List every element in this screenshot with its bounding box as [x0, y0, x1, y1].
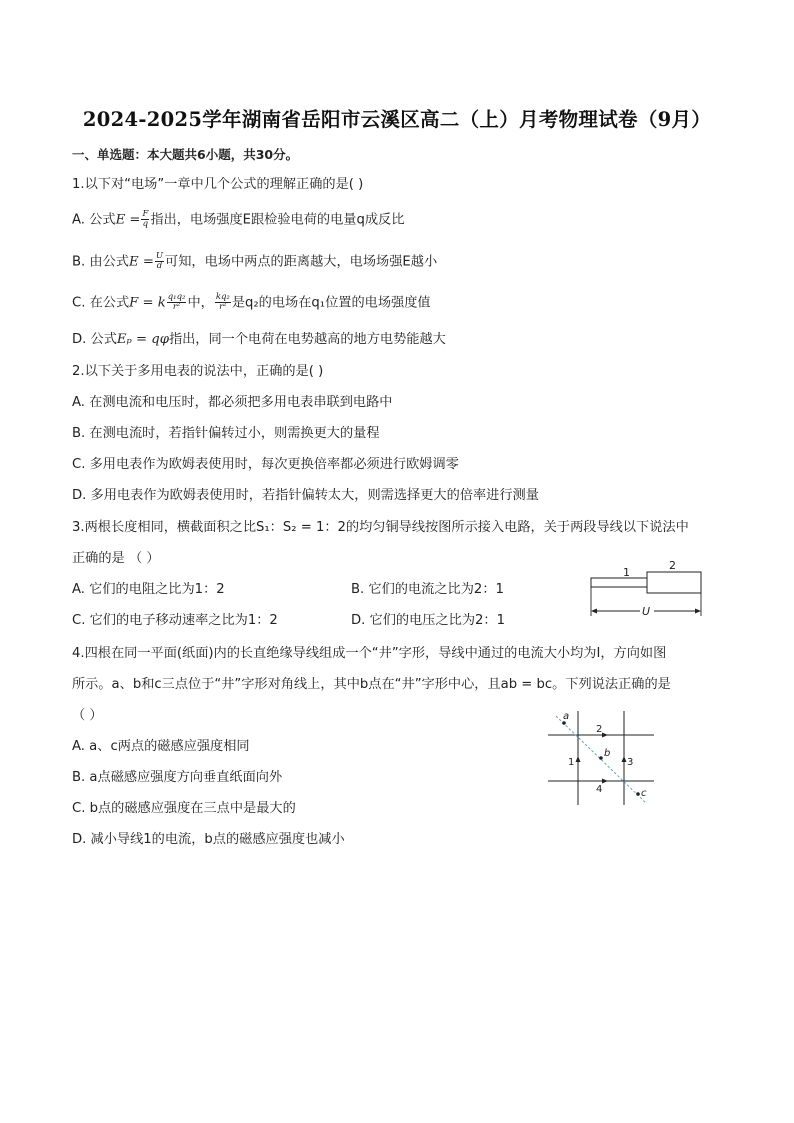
- fraction: $\frac{\text{kq₂}}{\text{r²}}$: [215, 292, 230, 312]
- conductor-1-label: 1: [623, 566, 630, 579]
- voltage-label: U: [642, 605, 651, 618]
- fraction: $\frac{F}{q}$: [142, 209, 149, 229]
- q2-option-c: C. 多用电表作为欧姆表使用时，每次更换倍率都必须进行欧姆调零: [72, 457, 459, 472]
- thin-conductor-1: [591, 578, 647, 587]
- q2-stem: 2.以下关于多用电表的说法中，正确的是( ): [72, 364, 324, 379]
- q3-stem-line-1: 3.两根长度相同，横截面积之比S₁：S₂ = 1：2的均匀铜导线按图所示接入电路，关于两段导线以下说法中: [72, 520, 689, 535]
- q1-option-c: C. 在公式F = k $\frac{\text{q₁q₂}}{\text{r²}}$ 中， $\frac{\text{kq₂}}{\text{r²}}$ 是q₂的电场在q₁位置的电场强度值: [72, 292, 431, 312]
- q4-option-d: D. 减小导线1的电流，b点的磁感应强度也减小: [72, 832, 345, 847]
- thick-conductor-2: [647, 572, 701, 593]
- q3-option-a: A. 它们的电阻之比为1：2: [72, 582, 225, 597]
- arrow-right: [695, 609, 701, 614]
- q2-option-a: A. 在测电流和电压时，都必须把多用电表串联到电路中: [72, 395, 393, 410]
- arrow-left: [591, 609, 597, 614]
- q4-wire-grid-figure: [546, 708, 661, 808]
- point-b: [599, 756, 603, 760]
- point-a-label: a: [563, 711, 570, 722]
- q4-option-b: B. a点磁感应强度方向垂直纸面向外: [72, 770, 283, 785]
- q3-option-d: D. 它们的电压之比为2：1: [351, 613, 506, 628]
- q4-option-a: A. a、c两点的磁感应强度相同: [72, 739, 250, 754]
- formula: F = k: [129, 295, 166, 311]
- q3-option-b: B. 它们的电流之比为2：1: [351, 582, 504, 597]
- q3-option-c: C. 它们的电子移动速率之比为1：2: [72, 613, 278, 628]
- arrow-wire-2: [602, 733, 608, 738]
- q1-option-a: A. 公式E = $\frac{F}{q}$ 指出，电场强度E跟检验电荷的电量q成反比: [72, 209, 405, 229]
- arrow-wire-1: [576, 756, 581, 762]
- point-c: [636, 792, 640, 796]
- q4-stem-line-2: 所示。a、b和c三点位于“井”字形对角线上，其中b点在“井”字形中心，且ab = bc。下列说法正确的是: [72, 677, 671, 692]
- formula: E =: [129, 254, 154, 270]
- section-heading: 一、单选题：本大题共6小题，共30分。: [72, 147, 299, 162]
- formula: Eₚ = qφ: [116, 332, 169, 347]
- q1-option-b: B. 由公式E = $\frac{U}{d}$ 可知，电场中两点的距离越大，电场场强E越小: [72, 251, 438, 271]
- q2-option-d: D. 多用电表作为欧姆表使用时，若指针偏转太大，则需选择更大的倍率进行测量: [72, 488, 539, 503]
- conductor-2-label: 2: [669, 559, 676, 572]
- arrow-wire-3: [622, 756, 627, 762]
- q4-stem-line-3: （ ）: [72, 708, 103, 723]
- page-title: 2024-2025学年湖南省岳阳市云溪区高二（上）月考物理试卷（9月）: [82, 108, 712, 131]
- wire-2-label: 2: [596, 724, 603, 735]
- wire-4-label: 4: [596, 784, 603, 795]
- q3-stem-line-2: 正确的是 （ ）: [72, 551, 160, 566]
- fraction: $\frac{\text{q₁q₂}}{\text{r²}}$: [167, 292, 186, 312]
- point-c-label: c: [641, 788, 647, 799]
- formula: E =: [115, 212, 141, 228]
- fraction: $\frac{U}{d}$: [155, 251, 164, 271]
- wire-3-label: 3: [627, 757, 634, 768]
- wire-1-label: 1: [568, 757, 575, 768]
- q4-option-c: C. b点的磁感应强度在三点中是最大的: [72, 801, 296, 816]
- q2-option-b: B. 在测电流时，若指针偏转过小，则需换更大的量程: [72, 426, 380, 441]
- q4-stem-line-1: 4.四根在同一平面(纸面)内的长直绝缘导线组成一个“井”字形，导线中通过的电流大小均为I，方向如图: [72, 646, 667, 661]
- point-b-label: b: [604, 748, 611, 759]
- q1-stem: 1.以下对“电场”一章中几个公式的理解正确的是( ): [72, 177, 364, 192]
- arrow-wire-4: [602, 779, 608, 784]
- q3-conductor-figure: [585, 556, 710, 626]
- q1-option-d: D. 公式Eₚ = qφ指出，同一个电荷在电势越高的地方电势能越大: [72, 332, 446, 347]
